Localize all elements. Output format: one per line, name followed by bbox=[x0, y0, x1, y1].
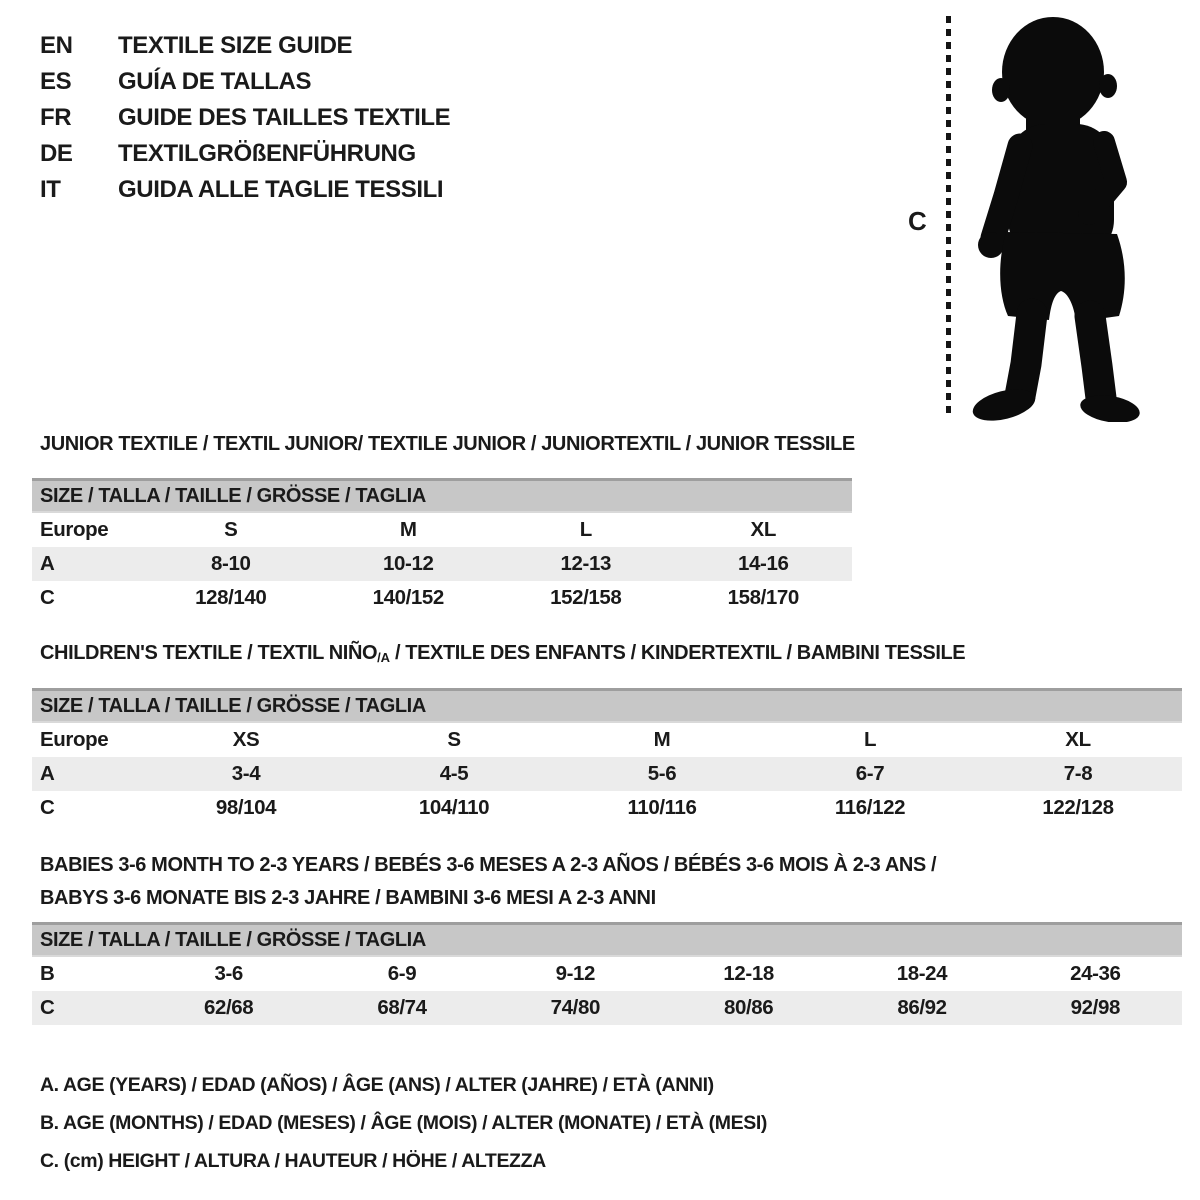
size-cell: 4-5 bbox=[439, 762, 469, 785]
size-cell: XL bbox=[1065, 728, 1091, 751]
language-code: ES bbox=[40, 68, 72, 95]
language-row-en bbox=[40, 28, 450, 64]
babies-size-table bbox=[32, 922, 1182, 1025]
junior-size-table bbox=[32, 478, 852, 615]
row-label: Europe bbox=[40, 728, 109, 751]
size-cell: S bbox=[224, 518, 238, 541]
size-cell: 18-24 bbox=[896, 962, 948, 985]
children-size-table bbox=[32, 688, 1182, 825]
table-row-europe bbox=[32, 513, 852, 547]
dashed-measure-line bbox=[946, 16, 951, 418]
language-label: GUIDA ALLE TAGLIE TESSILI bbox=[118, 176, 444, 203]
size-cell: XL bbox=[750, 518, 776, 541]
children-title-pre: CHILDREN'S TEXTILE / TEXTIL NIÑO bbox=[40, 642, 378, 664]
size-cell: 86/92 bbox=[897, 996, 947, 1019]
table-row-age bbox=[32, 547, 852, 581]
size-cell: 104/110 bbox=[418, 796, 490, 819]
toddler-silhouette-icon bbox=[962, 14, 1140, 422]
table-row-height bbox=[32, 581, 852, 615]
language-row-it bbox=[40, 172, 450, 208]
size-cell: S bbox=[447, 728, 461, 751]
size-cell: 7-8 bbox=[1063, 762, 1093, 785]
size-cell: 14-16 bbox=[738, 552, 789, 575]
language-label: GUIDE DES TAILLES TEXTILE bbox=[118, 104, 451, 131]
children-title-post: / TEXTILE DES ENFANTS / KINDERTEXTIL / BAMBINI TESSILE bbox=[389, 642, 966, 664]
row-label: A bbox=[40, 762, 55, 785]
language-label: TEXTILGRÖßENFÜHRUNG bbox=[118, 140, 416, 167]
size-cell: 10-12 bbox=[383, 552, 434, 575]
size-cell: 3-4 bbox=[231, 762, 261, 785]
size-cell: M bbox=[399, 518, 417, 541]
row-label: B bbox=[40, 962, 55, 985]
size-cell: 62/68 bbox=[204, 996, 254, 1019]
height-measure-label: C bbox=[908, 206, 927, 236]
size-cell: 74/80 bbox=[550, 996, 600, 1019]
size-cell: 116/122 bbox=[834, 796, 906, 819]
table-row-age bbox=[32, 757, 1182, 791]
babies-title-line1: BABIES 3-6 MONTH TO 2-3 YEARS / BEBÉS 3-6 MESES A 2-3 AÑOS / BÉBÉS 3-6 MOIS À 2-3 ANS / bbox=[40, 854, 937, 876]
size-cell: 122/128 bbox=[1042, 796, 1114, 819]
table-row-height bbox=[32, 791, 1182, 825]
size-table-header: SIZE / TALLA / TAILLE / GRÖSSE / TAGLIA bbox=[32, 922, 1182, 957]
legend-line-height: C. (cm) HEIGHT / ALTURA / HAUTEUR / HÖHE / ALTEZZA bbox=[40, 1150, 546, 1172]
babies-title-line2: BABYS 3-6 MONATE BIS 2-3 JAHRE / BAMBINI 3-6 MESI A 2-3 ANNI bbox=[40, 887, 656, 909]
size-cell: 6-9 bbox=[387, 962, 417, 985]
babies-section-title bbox=[40, 849, 936, 915]
size-cell: 6-7 bbox=[855, 762, 885, 785]
junior-section-title: JUNIOR TEXTILE / TEXTIL JUNIOR/ TEXTILE JUNIOR / JUNIORTEXTIL / JUNIOR TESSILE bbox=[40, 433, 855, 455]
language-list bbox=[40, 28, 450, 208]
size-cell: 9-12 bbox=[555, 962, 596, 985]
size-cell: 12-18 bbox=[723, 962, 774, 985]
size-cell: M bbox=[653, 728, 671, 751]
row-label: Europe bbox=[40, 518, 109, 541]
row-label: C bbox=[40, 796, 55, 819]
size-cell: L bbox=[579, 518, 592, 541]
language-row-de bbox=[40, 136, 450, 172]
size-table-header: SIZE / TALLA / TAILLE / GRÖSSE / TAGLIA bbox=[32, 688, 1182, 723]
legend-line-age-months: B. AGE (MONTHS) / EDAD (MESES) / ÂGE (MOIS) / ALTER (MONATE) / ETÀ (MESI) bbox=[40, 1112, 767, 1134]
size-cell: 68/74 bbox=[377, 996, 427, 1019]
row-label: A bbox=[40, 552, 55, 575]
size-cell: 152/158 bbox=[550, 586, 622, 609]
table-row-height bbox=[32, 991, 1182, 1025]
table-row-months bbox=[32, 957, 1182, 991]
language-label: TEXTILE SIZE GUIDE bbox=[118, 32, 353, 59]
size-cell: 158/170 bbox=[727, 586, 799, 609]
language-code: DE bbox=[40, 140, 73, 167]
language-code: FR bbox=[40, 104, 72, 131]
language-row-fr bbox=[40, 100, 450, 136]
legend bbox=[40, 1066, 767, 1180]
children-section-title bbox=[40, 641, 965, 667]
language-label: GUÍA DE TALLAS bbox=[118, 68, 312, 95]
size-cell: 92/98 bbox=[1070, 996, 1120, 1019]
language-code: EN bbox=[40, 32, 73, 59]
table-row-europe bbox=[32, 723, 1182, 757]
row-label: C bbox=[40, 586, 55, 609]
size-cell: XS bbox=[232, 728, 260, 751]
legend-line-age-years: A. AGE (YEARS) / EDAD (AÑOS) / ÂGE (ANS) / ALTER (JAHRE) / ETÀ (ANNI) bbox=[40, 1074, 714, 1096]
row-label: C bbox=[40, 996, 55, 1019]
size-cell: 80/86 bbox=[723, 996, 774, 1019]
size-cell: 128/140 bbox=[195, 586, 267, 609]
size-cell: 5-6 bbox=[647, 762, 677, 785]
size-cell: 3-6 bbox=[214, 962, 243, 985]
size-cell: 110/116 bbox=[627, 796, 697, 819]
language-row-es bbox=[40, 64, 450, 100]
size-cell: 140/152 bbox=[372, 586, 444, 609]
size-cell: L bbox=[863, 728, 877, 751]
size-cell: 8-10 bbox=[211, 552, 251, 575]
size-cell: 24-36 bbox=[1070, 962, 1121, 985]
size-cell: 12-13 bbox=[560, 552, 611, 575]
size-cell: 98/104 bbox=[215, 796, 277, 819]
children-title-subscript: /A bbox=[377, 650, 390, 665]
language-code: IT bbox=[40, 176, 61, 203]
size-table-header: SIZE / TALLA / TAILLE / GRÖSSE / TAGLIA bbox=[32, 478, 852, 513]
